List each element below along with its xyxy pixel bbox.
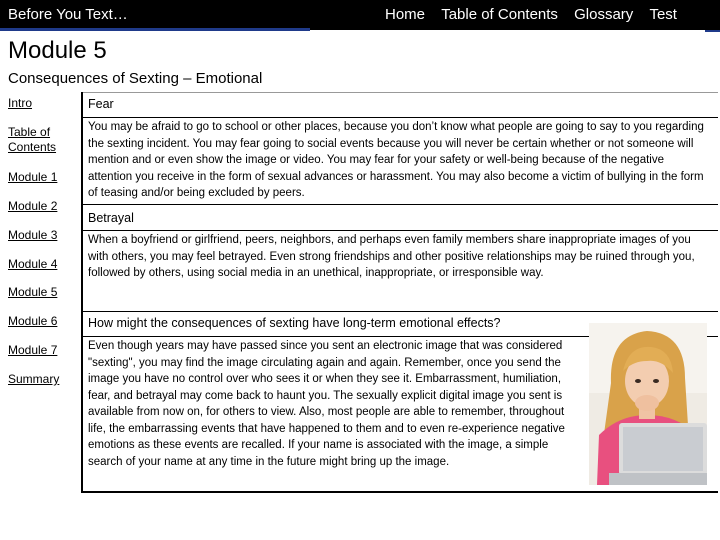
sidebar-item-module-2[interactable]: Module 2 — [8, 199, 58, 213]
row-divider — [83, 204, 718, 205]
sidebar-item-module-6[interactable]: Module 6 — [8, 314, 58, 328]
header-accent-line — [0, 28, 310, 31]
row-divider — [83, 117, 718, 118]
question-heading: How might the consequences of sexting have long-term emotional effects? — [88, 316, 501, 330]
sidebar-item-module-5[interactable]: Module 5 — [8, 285, 58, 299]
top-nav — [385, 6, 677, 23]
row-divider — [83, 230, 718, 231]
photo-illustration — [589, 323, 707, 485]
section-title: Consequences of Sexting – Emotional — [8, 70, 263, 87]
nav-test-link[interactable]: Test — [649, 6, 677, 23]
page-title: Module 5 — [8, 37, 107, 64]
long-term-effects-paragraph: Even though years may have passed since you sent an electronic image that was considered "sexting", you may find the image circulating again and again. Remember, once you send the image you have no control over who sees it or when they see it. Embarrassment, humiliation, fear, and betrayal may come back to haunt you. The sexually explicit digital image you sent is available from now on, for others to view. Also, most people are able to remember, throughout life, the embarrassing events that have happened to them and to even re-experience negative emotions as these events are recalled. If your name is associated with the image, a simple search of your name at any time in the future might bring up the image. — [88, 340, 565, 468]
sidebar-item-intro[interactable]: Intro — [8, 96, 33, 110]
betrayal-heading: Betrayal — [88, 211, 134, 225]
betrayal-paragraph: When a boyfriend or girlfriend, peers, neighbors, and perhaps even family members share inappropriate images of you with others, you may feel betrayed. Even strong friendships and other positive relationships may be ruined through you, followed by others, using social media in an unethical, inappropriate, or irresponsible way. — [88, 234, 695, 279]
sidebar-item-module-7[interactable]: Module 7 — [8, 343, 58, 357]
sidebar-item-table-of-contents[interactable]: Table of Contents — [8, 125, 57, 154]
row-divider — [83, 311, 718, 312]
nav-home-link[interactable]: Home — [385, 6, 426, 23]
top-bar — [0, 0, 720, 30]
nav-glossary-link[interactable]: Glossary — [574, 6, 634, 23]
fear-paragraph: You may be afraid to go to school or other places, because you don’t know what people are going to say to you regarding the sexting incident. You may fear going to social events because you will never be certain whether or not someone will mention and or even show the image or video. You may fear for your safety or well-being because of the negative attention you receive in the form of sexual advances or harassment. You may also become a victim of bullying in the form of teasing and/or being excluded by peers. — [88, 121, 704, 199]
nav-table-of-contents-link[interactable]: Table of Contents — [441, 6, 558, 23]
sidebar-item-module-4[interactable]: Module 4 — [8, 257, 58, 271]
fear-heading: Fear — [88, 97, 114, 111]
worried-girl-laptop-image — [589, 323, 707, 485]
header-accent-line-right — [705, 30, 720, 32]
sidebar-item-module-1[interactable]: Module 1 — [8, 170, 58, 184]
sidebar-item-module-3[interactable]: Module 3 — [8, 228, 58, 242]
sidebar-item-summary[interactable]: Summary — [8, 372, 60, 386]
site-title: Before You Text… — [8, 6, 128, 23]
